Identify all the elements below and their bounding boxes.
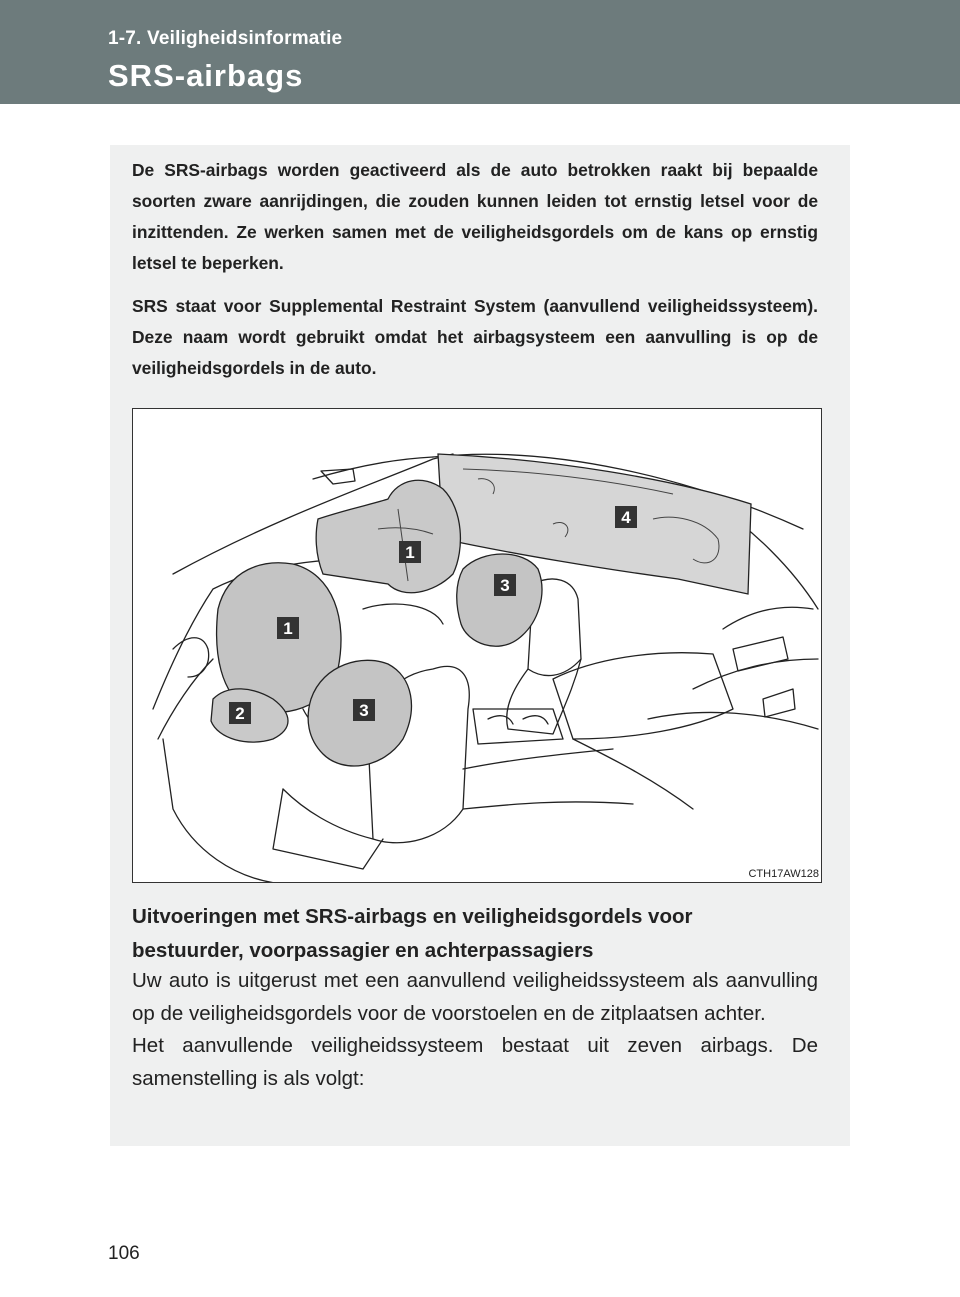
intro-paragraph-1: De SRS-airbags worden geactiveerd als de auto betrokken raakt bij bepaalde soorten zware aanrijdingen, die zouden kunnen leiden tot ernstig letsel voor de inzittenden. Ze werken samen met de veiligheidsgordels om de kans op ernstig letsel te beperken. <box>132 160 818 273</box>
figure-code: CTH17AW128 <box>748 868 819 880</box>
page-title: SRS-airbags <box>108 58 304 93</box>
badge-1-lower <box>277 617 299 639</box>
badge-3-lower <box>353 699 375 721</box>
svg-text:2: 2 <box>235 704 245 723</box>
section-label: 1-7. Veiligheidsinformatie <box>108 28 343 49</box>
svg-text:3: 3 <box>500 576 510 595</box>
passenger-side-airbag-shape <box>457 554 542 646</box>
badge-2 <box>229 702 251 724</box>
page-header <box>0 0 960 104</box>
page-number: 106 <box>108 1243 140 1264</box>
subheading-line-2: bestuurder, voorpassagier en achterpassagiers <box>132 939 594 962</box>
car-interior-drawing <box>133 409 822 883</box>
svg-text:1: 1 <box>283 619 293 638</box>
body-paragraph-1: Uw auto is uitgerust met een aanvullend veiligheidssysteem als aanvulling op de veiligheidsgordels voor de voorstoelen en de zitplaatsen achter. <box>132 969 818 1025</box>
intro-text <box>132 155 818 384</box>
airbag-illustration <box>132 408 822 883</box>
svg-text:4: 4 <box>621 508 631 527</box>
badge-1-upper <box>399 541 421 563</box>
body-text <box>132 965 818 1095</box>
subheading-line-1: Uitvoeringen met SRS-airbags en veiligheidsgordels voor <box>132 905 693 928</box>
badge-4 <box>615 506 637 528</box>
body-paragraph-2: Het aanvullende veiligheidssysteem bestaat uit zeven airbags. De samenstelling is als volgt: <box>132 1034 818 1090</box>
svg-text:3: 3 <box>359 701 369 720</box>
intro-paragraph-2: SRS staat voor Supplemental Restraint System (aanvullend veiligheidssysteem). Deze naam wordt gebruikt omdat het airbagsysteem een aanvulling is op de veiligheidsgordels in de auto. <box>132 296 818 378</box>
svg-text:1: 1 <box>405 543 415 562</box>
section-subheading <box>132 900 818 968</box>
badge-3-upper <box>494 574 516 596</box>
